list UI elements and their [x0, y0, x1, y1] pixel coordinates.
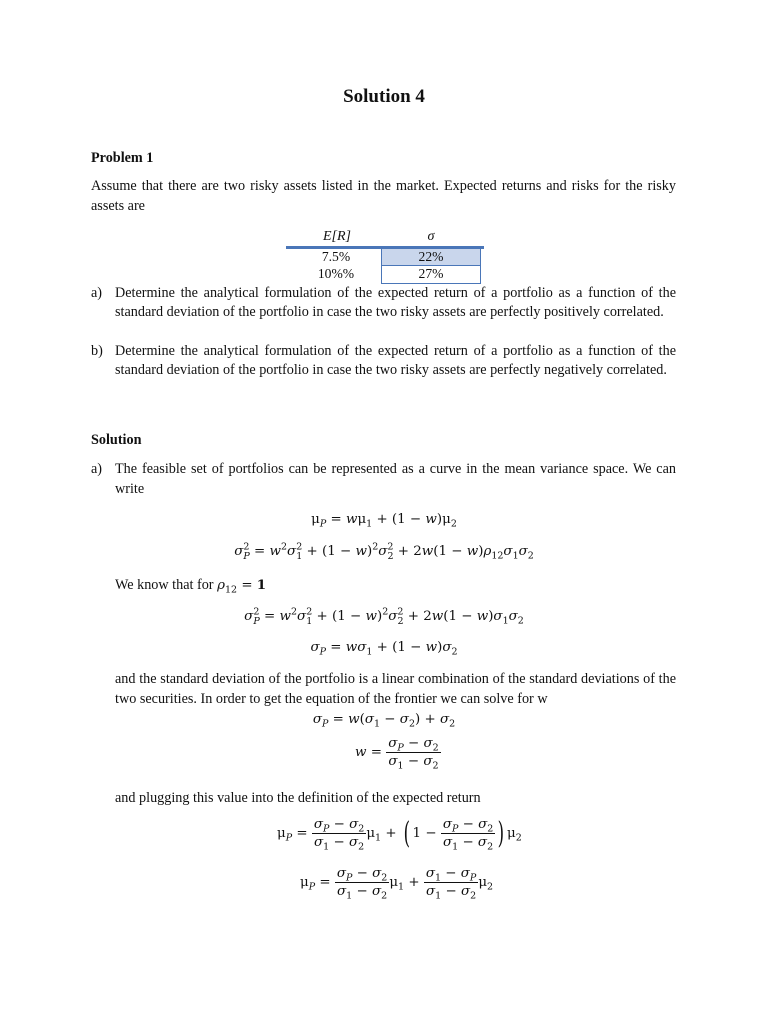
table-header-er: E[R] [323, 229, 351, 244]
question-a [91, 284, 676, 323]
equation-mean: $\mu_P = w\mu_1 + (1 - w)\mu_2$ [311, 512, 457, 530]
we-know-text: We know that for [115, 577, 214, 593]
table-header-sigma: σ [427, 229, 435, 244]
question-b-text: Determine the analytical formulation of the expected return of a portfolio as a function of the standard deviation of the portfolio in case the two risky assets are perfectly negatively correlated. [115, 343, 676, 379]
page-title: Solution 4 [343, 86, 425, 107]
linear-combination-text: and the standard deviation of the portfolio is a linear combination of the standard deviations of the two securities. In order to get the equation of the frontier we can solve for w [115, 671, 676, 707]
table-cell-sigma-1: 22% [418, 249, 444, 264]
equation-sigma-linear: $\sigma_P = w\sigma_1 + (1 - w)\sigma_2$ [310, 640, 458, 658]
problem-intro: Assume that there are two risky assets listed in the market. Expected returns and risks for the risky assets are [91, 178, 676, 214]
equation-mu-final: $\mu_P$ = $\frac{\sigma_P - \sigma_2}{\sigma_1 - \sigma_2}$ $\mu_1$ + $\frac{\sigma_1 - \sigma_P}{\sigma_1 - \sigma_2}$ $\mu_2$ [300, 866, 494, 902]
plugging-text: and plugging this value into the definition of the expected return [115, 790, 481, 806]
equation-sigma-rearranged: $\sigma_P = w(\sigma_1 - \sigma_2) + \sigma_2$ [312, 712, 456, 730]
solution-a [91, 459, 676, 499]
problem-heading: Problem 1 [91, 150, 154, 166]
solution-heading: Solution [91, 432, 142, 448]
equation-mu-substituted: $\mu_P$ = $\frac{\sigma_P - \sigma_2}{\sigma_1 - \sigma_2}$ $\mu_1$ + ( 1 − $\frac{\sigma_P - \sigma_2}{\sigma_1 - \sigma_2}$ ) $\mu_2$ [277, 815, 522, 853]
table-cell-er-2: 10%% [317, 266, 355, 281]
question-b [91, 342, 676, 381]
w-fraction: $\frac{\sigma_P - \sigma_2}{\sigma_1 - \sigma_2}$ [388, 736, 439, 772]
solution-a-text: The feasible set of portfolios can be represented as a curve in the mean variance space. We can write [115, 461, 676, 497]
table-cell-er-1: 7.5% [321, 249, 351, 264]
solution-a-label: a) [91, 461, 103, 477]
table-cell-sigma-2: 27% [418, 266, 444, 281]
equation-variance-rho1: $\sigma^2_P = w^2\sigma^2_1 + (1 - w)^2\sigma^2_2 + 2w(1 - w)\sigma_1\sigma_2$ [244, 606, 524, 627]
we-know-line [115, 576, 266, 595]
question-a-text: Determine the analytical formulation of the expected return of a portfolio as a function of the standard deviation of the portfolio in case the two risky assets are perfectly positively correlated. [115, 285, 676, 321]
question-b-label: b) [91, 343, 103, 359]
question-a-label: a) [91, 285, 103, 301]
equation-w: w = $\frac{\sigma_P - \sigma_2}{\sigma_1 - \sigma_2}$ [355, 736, 439, 772]
rho-condition: $\rho_{12} = 1$ [217, 577, 267, 596]
equation-variance-general: $\sigma^2_P = w^2\sigma^2_1 + (1 - w)^2\sigma^2_2 + 2w(1 - w)\rho_{12}\sigma_1\sigma_2$ [234, 541, 534, 562]
